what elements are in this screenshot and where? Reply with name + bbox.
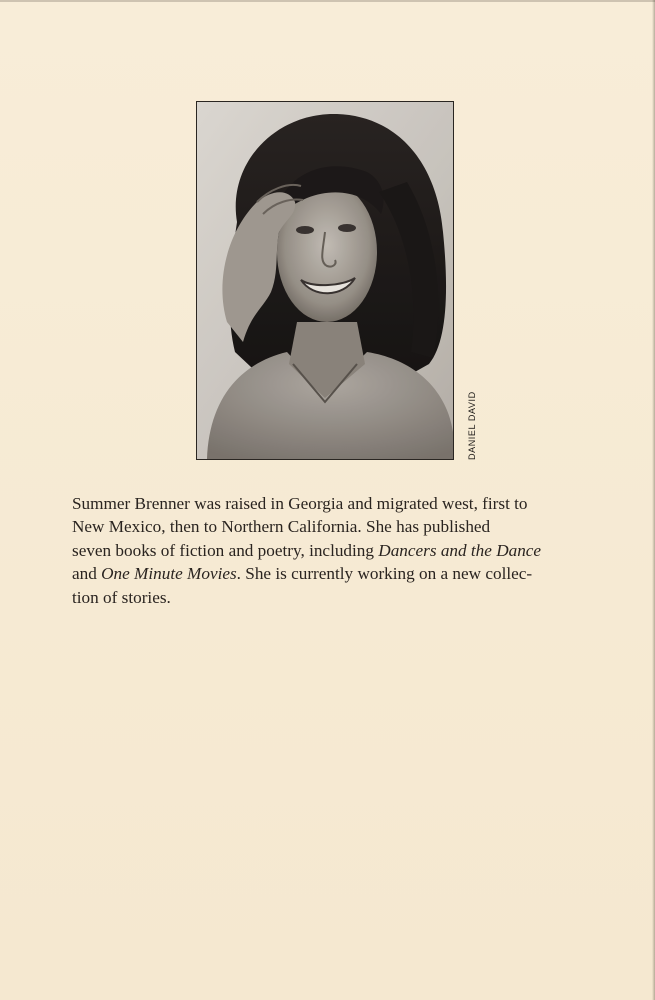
bio-paragraph [72, 492, 578, 609]
author-portrait-photo [197, 102, 453, 459]
bio-line-4 [72, 564, 532, 583]
bio-text: tion of stories. [72, 587, 171, 607]
bio-line-5 [72, 588, 171, 607]
bio-text: . She is currently working on a new collec- [236, 564, 533, 584]
bio-line-2 [72, 517, 490, 536]
page-top-edge [0, 0, 655, 2]
photo-credit: DANIEL DAVID [467, 391, 477, 460]
bio-line-1 [72, 494, 528, 513]
author-photo [196, 101, 454, 460]
book-title-one-minute-movies: One Minute Movies [101, 564, 237, 584]
bio-text: Summer Brenner was raised in Georgia and migrated west, first to [72, 494, 528, 513]
book-title-dancers-and-the-dance: Dancers and the Dance [378, 540, 542, 560]
bio-text: seven books of fiction and poetry, including [72, 540, 379, 560]
bio-line-3 [72, 541, 541, 560]
author-bio [72, 492, 578, 609]
bio-text: New Mexico, then to Northern California. She has published [72, 517, 491, 537]
bio-text: and [72, 564, 102, 584]
